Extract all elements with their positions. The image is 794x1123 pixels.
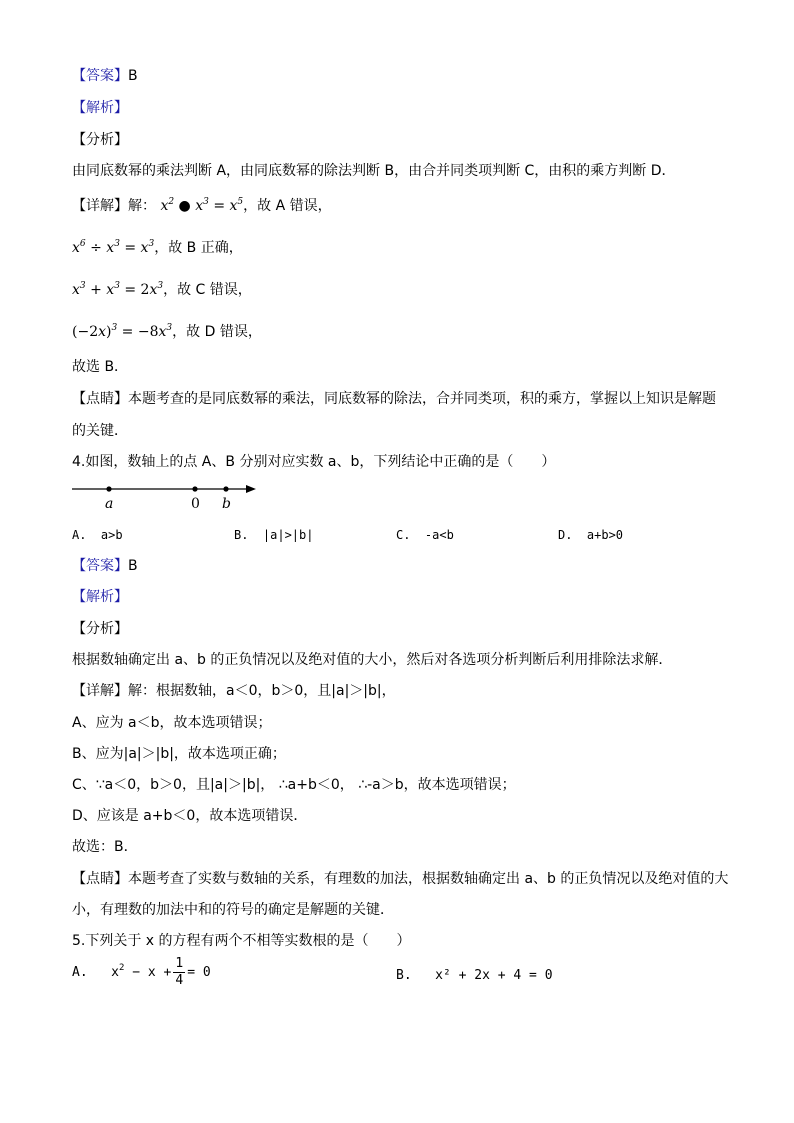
- q3-line-c: $x^3 + x^3 = 2x^3$，故 C 错误，: [72, 281, 252, 298]
- fraction: $\frac{1}{4}$: [175, 956, 184, 988]
- point-zero: [192, 486, 197, 491]
- detail-tag: 【详解】: [72, 198, 128, 214]
- q5-option-a: [72, 956, 211, 989]
- math-expr-a: $x^2$ ● $x^3 = x^5$: [160, 197, 244, 214]
- math-expr-d: $(-2x)^3 = -8x^3$: [72, 323, 173, 340]
- q5-option-a-label: A.: [72, 965, 88, 980]
- point-a: [106, 486, 111, 491]
- point-b: [223, 486, 228, 491]
- q3-fenxi-tag: 【分析】: [72, 132, 128, 148]
- q4-comment-line2: 小，有理数的加法中和的符号的确定是解题的关键．: [72, 902, 394, 918]
- q4-stem: 4.如图，数轴上的点 A、B 分别对应实数 a、b，下列结论中正确的是（ ）: [72, 454, 556, 470]
- q3-answer-line: [72, 66, 138, 86]
- math-expr-b: $x^6 \div x^3 = x^3$: [72, 239, 155, 256]
- answer-tag: 【答案】: [72, 68, 128, 84]
- q4-detail-line: 【详解】解：根据数轴，a＜0，b＞0，且|a|＞|b|，: [72, 683, 396, 699]
- q4-option-a: A. a>b: [72, 528, 123, 542]
- number-line: [70, 478, 270, 518]
- axis-label-zero: 0: [191, 496, 200, 512]
- q4-option-b: B. |a|>|b|: [234, 528, 314, 542]
- math-expr-c: $x^3 + x^3 = 2x^3$: [72, 281, 164, 298]
- axis-label-b: b: [222, 496, 231, 512]
- q4-detail-d: D、应该是 a+b＜0，故本选项错误．: [72, 808, 308, 824]
- q3-fenxi-text: 由同底数幂的乘法判断 A，由同底数幂的除法判断 B，由合并同类项判断 C，由积的乘方判断 D．: [72, 163, 676, 179]
- axis-label-a: a: [105, 496, 114, 512]
- q3-choose: 故选 B．: [72, 359, 129, 375]
- q4-option-c: C. -a<b: [396, 528, 454, 542]
- q5-option-b: [396, 968, 553, 983]
- q3-line-b: $x^6 \div x^3 = x^3$，故 B 正确，: [72, 239, 243, 256]
- q4-detail-c: C、∵a＜0，b＞0，且|a|＞|b|， ∴a+b＜0， ∴-a＞b，故本选项错误；: [72, 777, 516, 793]
- q4-option-d: D. a+b>0: [558, 528, 624, 542]
- axis-arrow-icon: [246, 485, 256, 493]
- q4-detail-b: B、应为|a|＞|b|，故本选项正确；: [72, 746, 286, 762]
- q5-stem: 5.下列关于 x 的方程有两个不相等实数根的是（ ）: [72, 933, 411, 949]
- detail-lead: 解：: [128, 198, 156, 214]
- q3-detail-line: [72, 196, 332, 216]
- q5-option-b-eq: x² + 2x + 4 = 0: [435, 968, 553, 983]
- q5-option-b-label: B.: [396, 968, 412, 983]
- q3-line-d: $(-2x)^3 = -8x^3$，故 D 错误，: [72, 323, 262, 340]
- q4-comment-line1: 【点睛】本题考查了实数与数轴的关系，有理数的加法，根据数轴确定出 a、b 的正负情况以及绝对值的大: [72, 871, 729, 887]
- q4-fenxi-tag: 【分析】: [72, 621, 128, 637]
- q4-answer-line: 【答案】B: [72, 558, 138, 574]
- q4-choose: 故选：B．: [72, 839, 138, 855]
- line-a-suffix: ，故 A 错误，: [243, 198, 332, 214]
- q4-fenxi-text: 根据数轴确定出 a、b 的正负情况以及绝对值的大小，然后对各选项分析判断后利用排除法求解．: [72, 652, 673, 668]
- answer-value: B: [128, 68, 138, 84]
- q3-comment-line2: 的关键．: [72, 423, 128, 439]
- q5-option-a-eq: $x^2 - x$ + $\frac{1}{4}$ = 0: [111, 956, 211, 988]
- q4-detail-a: A、应为 a＜b，故本选项错误；: [72, 715, 272, 731]
- q3-analysis-tag: 【解析】: [72, 100, 128, 116]
- q4-analysis-tag: 【解析】: [72, 589, 128, 605]
- q3-comment-line1: 【点睛】本题考查的是同底数幂的乘法，同底数幂的除法，合并同类项，积的乘方，掌握以上知识是解题: [72, 391, 716, 407]
